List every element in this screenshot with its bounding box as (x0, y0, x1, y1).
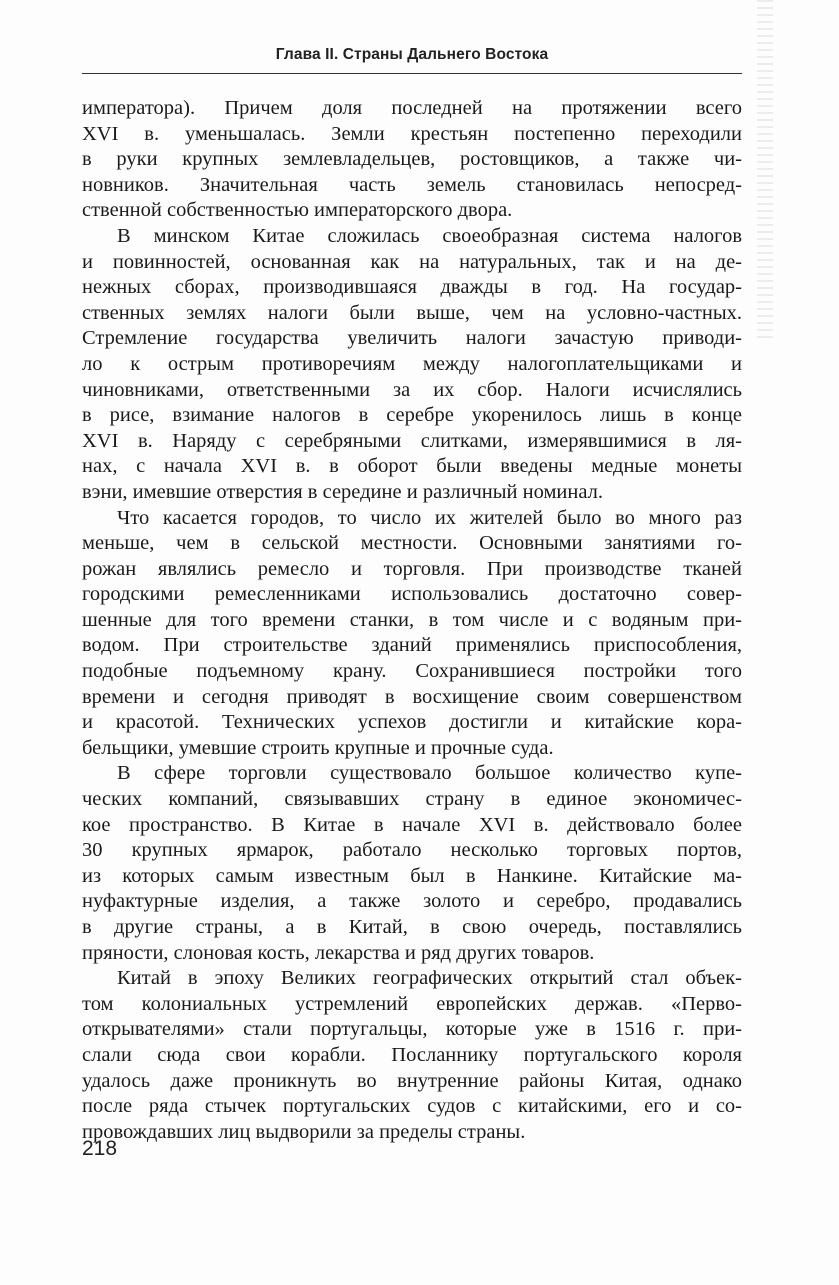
text-line: императора). Причем доля последней на протяжении всего (82, 97, 742, 119)
text-line: бельщики, умевшие строить крупные и прочные суда. (82, 736, 554, 759)
text-line: В минском Китае сложилась своеобразная система налогов (117, 224, 742, 247)
text-line: нах, с начала XVI в. в оборот были введены медные монеты (82, 455, 742, 478)
text-line: XVI в. Наряду с серебряными слитками, измерявшимися в ля- (82, 429, 742, 452)
text-line: В сфере торговли существовало большое количество купе- (117, 762, 742, 785)
text-line: открывателями» стали португальцы, которые уже в 1516 г. при- (82, 1018, 742, 1041)
text-line: Что касается городов, то число их жителей было во много раз (117, 506, 742, 529)
text-line: городскими ремесленниками использовались достаточно совер- (82, 583, 742, 606)
text-line: и красотой. Технических успехов достигли и китайские кора- (82, 711, 742, 734)
text-line: вэни, имевшие отверстия в середине и различный номинал. (82, 480, 603, 503)
text-line: рожан являлись ремесло и торговля. При производстве тканей (82, 557, 742, 580)
body-text (82, 96, 742, 1145)
text-line: чиновниками, ответственными за их сбор. Налоги исчислялись (82, 378, 742, 401)
text-line: удалось даже проникнуть во внутренние районы Китая, однако (82, 1069, 742, 1092)
text-line: шенные для того времени станки, в том числе и с водяным при- (82, 608, 742, 631)
text-line: том колониальных устремлений европейских держав. «Перво- (82, 992, 742, 1015)
paragraph (82, 966, 742, 1145)
header-rule (82, 73, 742, 74)
text-line: ственной собственностью императорского двора. (82, 199, 513, 222)
text-line: кое пространство. В Китае в начале XVI в. действовало более (82, 813, 742, 836)
text-line: 30 крупных ярмарок, работало несколько торговых портов, (82, 839, 742, 862)
text-line: меньше, чем в сельской местности. Основными занятиями го- (82, 532, 742, 555)
running-head: Глава II. Страны Дальнего Востока (275, 46, 549, 63)
text-line: и повинностей, основанная как на натуральных, так и на де- (82, 250, 742, 273)
text-line: нуфактурные изделия, а также золото и серебро, продавались (82, 890, 742, 913)
paragraph (82, 506, 742, 762)
scan-edge-noise (757, 0, 773, 340)
text-line: подобные подъемному крану. Сохранившиеся постройки того (82, 660, 742, 683)
text-line: времени и сегодня приводят в восхищение своим совершенством (82, 685, 742, 708)
text-line: слали сюда свои корабли. Посланнику португальского короля (82, 1043, 742, 1066)
paragraph (82, 224, 742, 506)
text-line: нежных сборах, производившаяся дважды в год. На государ- (82, 276, 742, 299)
page-number: 218 (82, 1137, 118, 1160)
text-line: Стремление государства увеличить налоги зачастую приводи- (82, 327, 742, 350)
text-line: ственных землях налоги были выше, чем на условно-частных. (82, 301, 742, 324)
text-line: пряности, слоновая кость, лекарства и ряд других товаров. (82, 941, 595, 964)
text-line: Китай в эпоху Великих географических открытий стал объек- (117, 967, 742, 990)
text-line: после ряда стычек португальских судов с китайскими, его и со- (82, 1095, 742, 1118)
text-line: водом. При строительстве зданий применялись приспособления, (82, 634, 742, 657)
text-line: в другие страны, а в Китай, в свою очередь, поставлялись (82, 916, 742, 938)
paragraph (82, 761, 742, 966)
text-line: в руки крупных землевладельцев, ростовщиков, а также чи- (82, 148, 742, 171)
text-line: провождавших лиц выдворили за пределы страны. (82, 1120, 526, 1143)
text-line: новников. Значительная часть земель становилась непосред- (82, 173, 742, 196)
paragraph (82, 96, 742, 224)
text-line: ческих компаний, связывавших страну в единое экономичес- (82, 788, 742, 811)
text-line: ло к острым противоречиям между налогоплательщиками и (82, 352, 742, 375)
text-line: из которых самым известным был в Нанкине. Китайские ма- (82, 864, 742, 887)
text-line: XVI в. уменьшалась. Земли крестьян постепенно переходили (82, 122, 742, 145)
text-line: в рисе, взимание налогов в серебре укоренилось лишь в конце (82, 404, 742, 427)
